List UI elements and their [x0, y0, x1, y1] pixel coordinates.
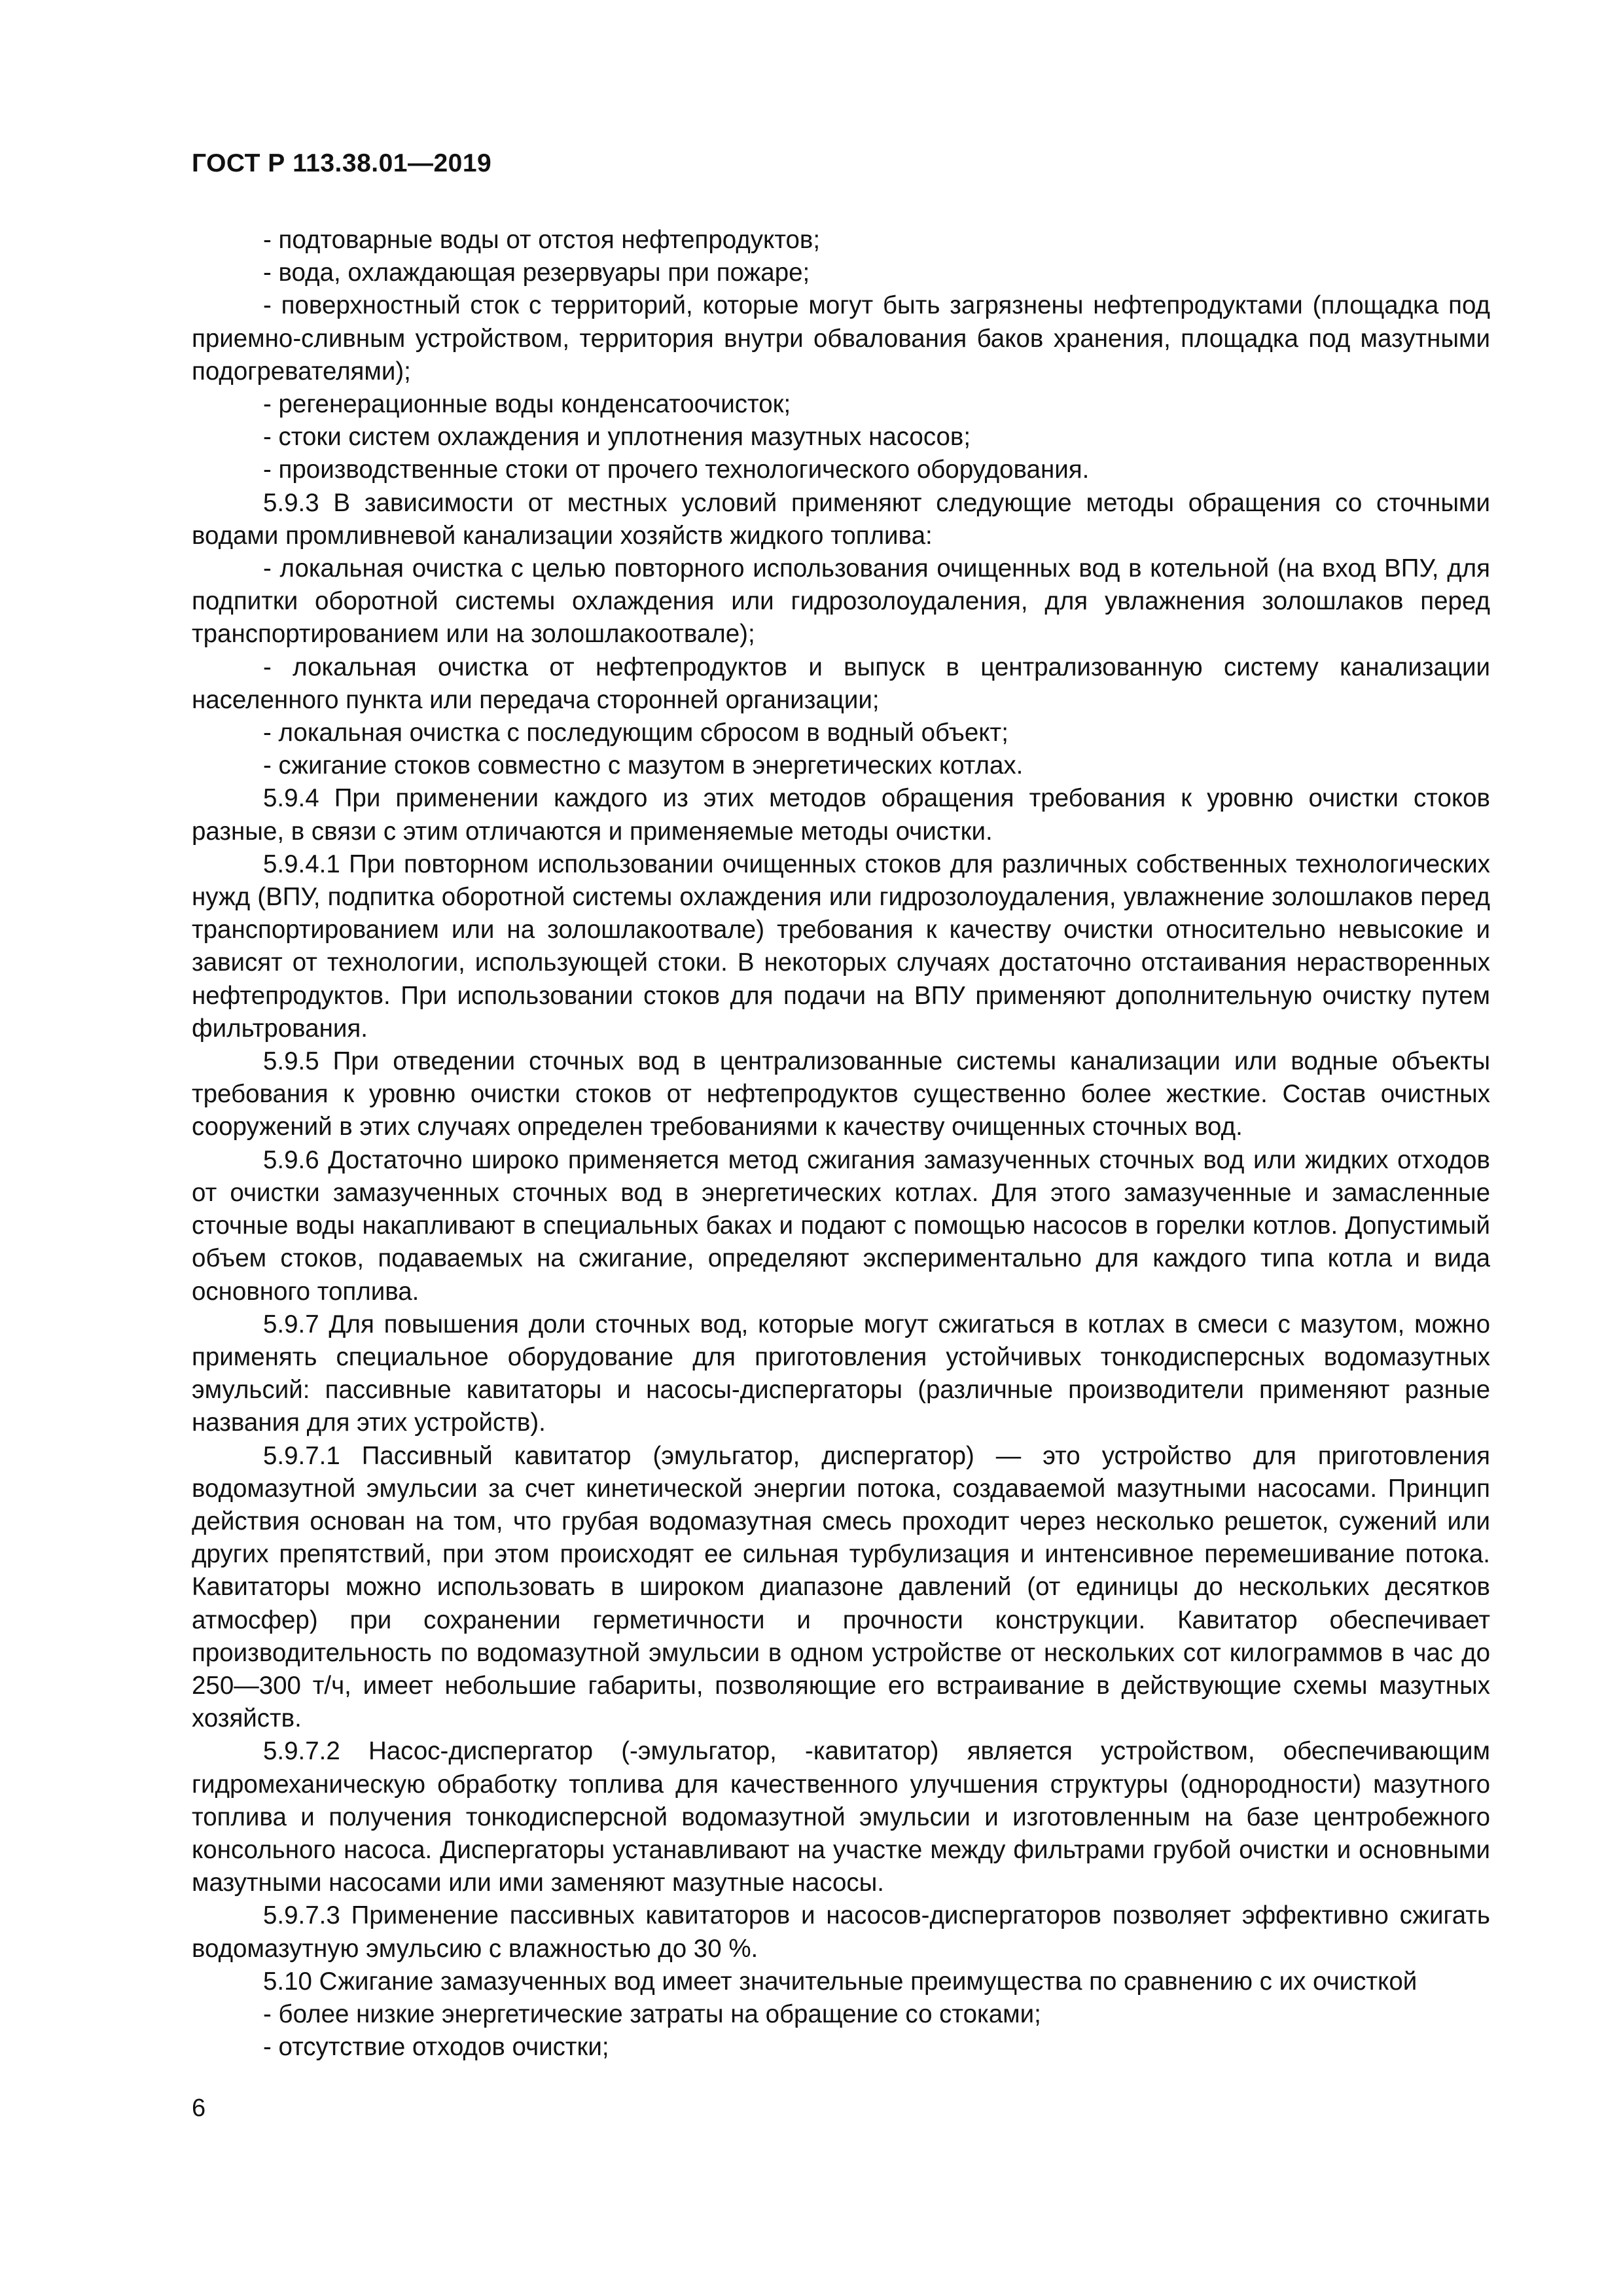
paragraph-5-9-7: 5.9.7 Для повышения доли сточных вод, которые могут сжигаться в котлах в смеси с мазутом, можно применять специальное оборудование для приготовления устойчивых тонкодисперсных водомазутных эмульсий: пассивные кавитаторы и насосы-диспергаторы (различные производители применяют разные названия для этих устройств).: [192, 1310, 1490, 1437]
paragraph-5-9-7-1: 5.9.7.1 Пассивный кавитатор (эмульгатор, диспергатор) — это устройство для приготовления водомазутной эмульсии за счет кинетической энергии потока, создаваемой мазутными насосами. Принцип действия основан на том, что грубая водомазутная смесь проходит через несколько решеток, сужений или других препятствий, при этом происходят ее сильная турбулизация и интенсивное перемешивание потока. Кавитаторы можно использовать в широком диапазоне давлений (от единицы до нескольких десятков атмосфер) при сохранении герметичности и прочности конструкции. Кавитатор обеспечивает производительность по водомазутной эмульсии в одном устройстве от нескольких сот килограммов в час до 250—300 т/ч, имеет небольшие габариты, позволяющие его встраивание в действующие схемы мазутных хозяйств.: [192, 1441, 1490, 1733]
bullet-item: - отсутствие отходов очистки;: [263, 2033, 609, 2062]
bullet-item: - поверхностный сток с территорий, которые могут быть загрязнены нефтепродуктами (площадка под приемно-сливным устройством, территория внутри обвалования баков хранения, площадка под мазутными подогревателями);: [192, 291, 1490, 386]
document-header: ГОСТ Р 113.38.01—2019: [192, 149, 492, 177]
paragraph-5-9-7-2: 5.9.7.2 Насос-диспергатор (-эмульгатор, -кавитатор) является устройством, обеспечивающим гидромеханическую обработку топлива для качественного улучшения структуры (однородности) мазутного топлива и получения тонкодисперсной водомазутной эмульсии и изготовленным на базе центробежного консольного насоса. Диспергаторы устанавливают на участке между фильтрами грубой очистки и основными мазутными насосами или ими заменяют мазутные насосы.: [192, 1737, 1490, 1897]
paragraph-5-9-5: 5.9.5 При отведении сточных вод в централизованные системы канализации или водные объекты требования к уровню очистки стоков от нефтепродуктов существенно более жесткие. Состав очистных сооружений в этих случаях определен требованиями к качеству очищенных сточных вод.: [192, 1047, 1490, 1141]
paragraph-5-9-6: 5.9.6 Достаточно широко применяется метод сжигания замазученных сточных вод или жидких отходов от очистки замазученных сточных вод в энергетических котлах. Для этого замазученные и замасленные сточные воды накапливают в специальных баках и подают с помощью насосов в горелки котлов. Допустимый объем стоков, подаваемых на сжигание, определяют экспериментально для каждого типа котла и вида основного топлива.: [192, 1145, 1490, 1306]
bullet-item: - локальная очистка с целью повторного использования очищенных вод в котельной (на вход ВПУ, для подпитки оборотной системы охлаждения или гидрозолоудаления, для увлажнения золошлаков перед транспортированием или на золошлакоотвале);: [192, 554, 1490, 649]
bullet-item: - более низкие энергетические затраты на обращение со стоками;: [263, 2000, 1041, 2028]
bullet-item: - локальная очистка от нефтепродуктов и выпуск в централизованную систему канализации населенного пункта или передача сторонней организации;: [192, 653, 1490, 714]
bullet-item: - вода, охлаждающая резервуары при пожаре;: [263, 259, 810, 287]
paragraph-5-9-4: 5.9.4 При применении каждого из этих методов обращения требования к уровню очистки стоков разные, в связи с этим отличаются и применяемые методы очистки.: [192, 784, 1490, 846]
bullet-item: - производственные стоки от прочего технологического оборудования.: [263, 456, 1090, 484]
paragraph-5-9-3: 5.9.3 В зависимости от местных условий применяют следующие методы обращения со сточными водами промливневой канализации хозяйств жидкого топлива:: [192, 488, 1490, 550]
paragraph-5-9-4-1: 5.9.4.1 При повторном использовании очищенных стоков для различных собственных технологических нужд (ВПУ, подпитка оборотной системы охлаждения или гидрозолоудаления, увлажнение золошлаков перед транспортированием или на золошлакоотвале) требования к качеству очистки относительно невысокие и зависят от технологии, использующей стоки. В некоторых случаях достаточно отстаивания нерастворенных нефтепродуктов. При использовании стоков для подачи на ВПУ применяют дополнительную очистку путем фильтрования.: [192, 850, 1490, 1043]
bullet-item: - подтоварные воды от отстоя нефтепродуктов;: [263, 226, 821, 254]
bullet-item: - сжигание стоков совместно с мазутом в энергетических котлах.: [263, 751, 1024, 780]
page-number: 6: [192, 2094, 206, 2122]
bullet-item: - регенерационные воды конденсатоочисток;: [263, 390, 791, 419]
document-body: [192, 224, 1490, 2064]
paragraph-5-10: 5.10 Сжигание замазученных вод имеет значительные преимущества по сравнению с их очисткой: [263, 1967, 1418, 1996]
bullet-item: - локальная очистка с последующим сбросом в водный объект;: [263, 719, 1008, 747]
paragraph-5-9-7-3: 5.9.7.3 Применение пассивных кавитаторов и насосов-диспергаторов позволяет эффективно сжигать водомазутную эмульсию с влажностью до 30 %.: [192, 1901, 1490, 1963]
bullet-item: - стоки систем охлаждения и уплотнения мазутных насосов;: [263, 423, 971, 452]
